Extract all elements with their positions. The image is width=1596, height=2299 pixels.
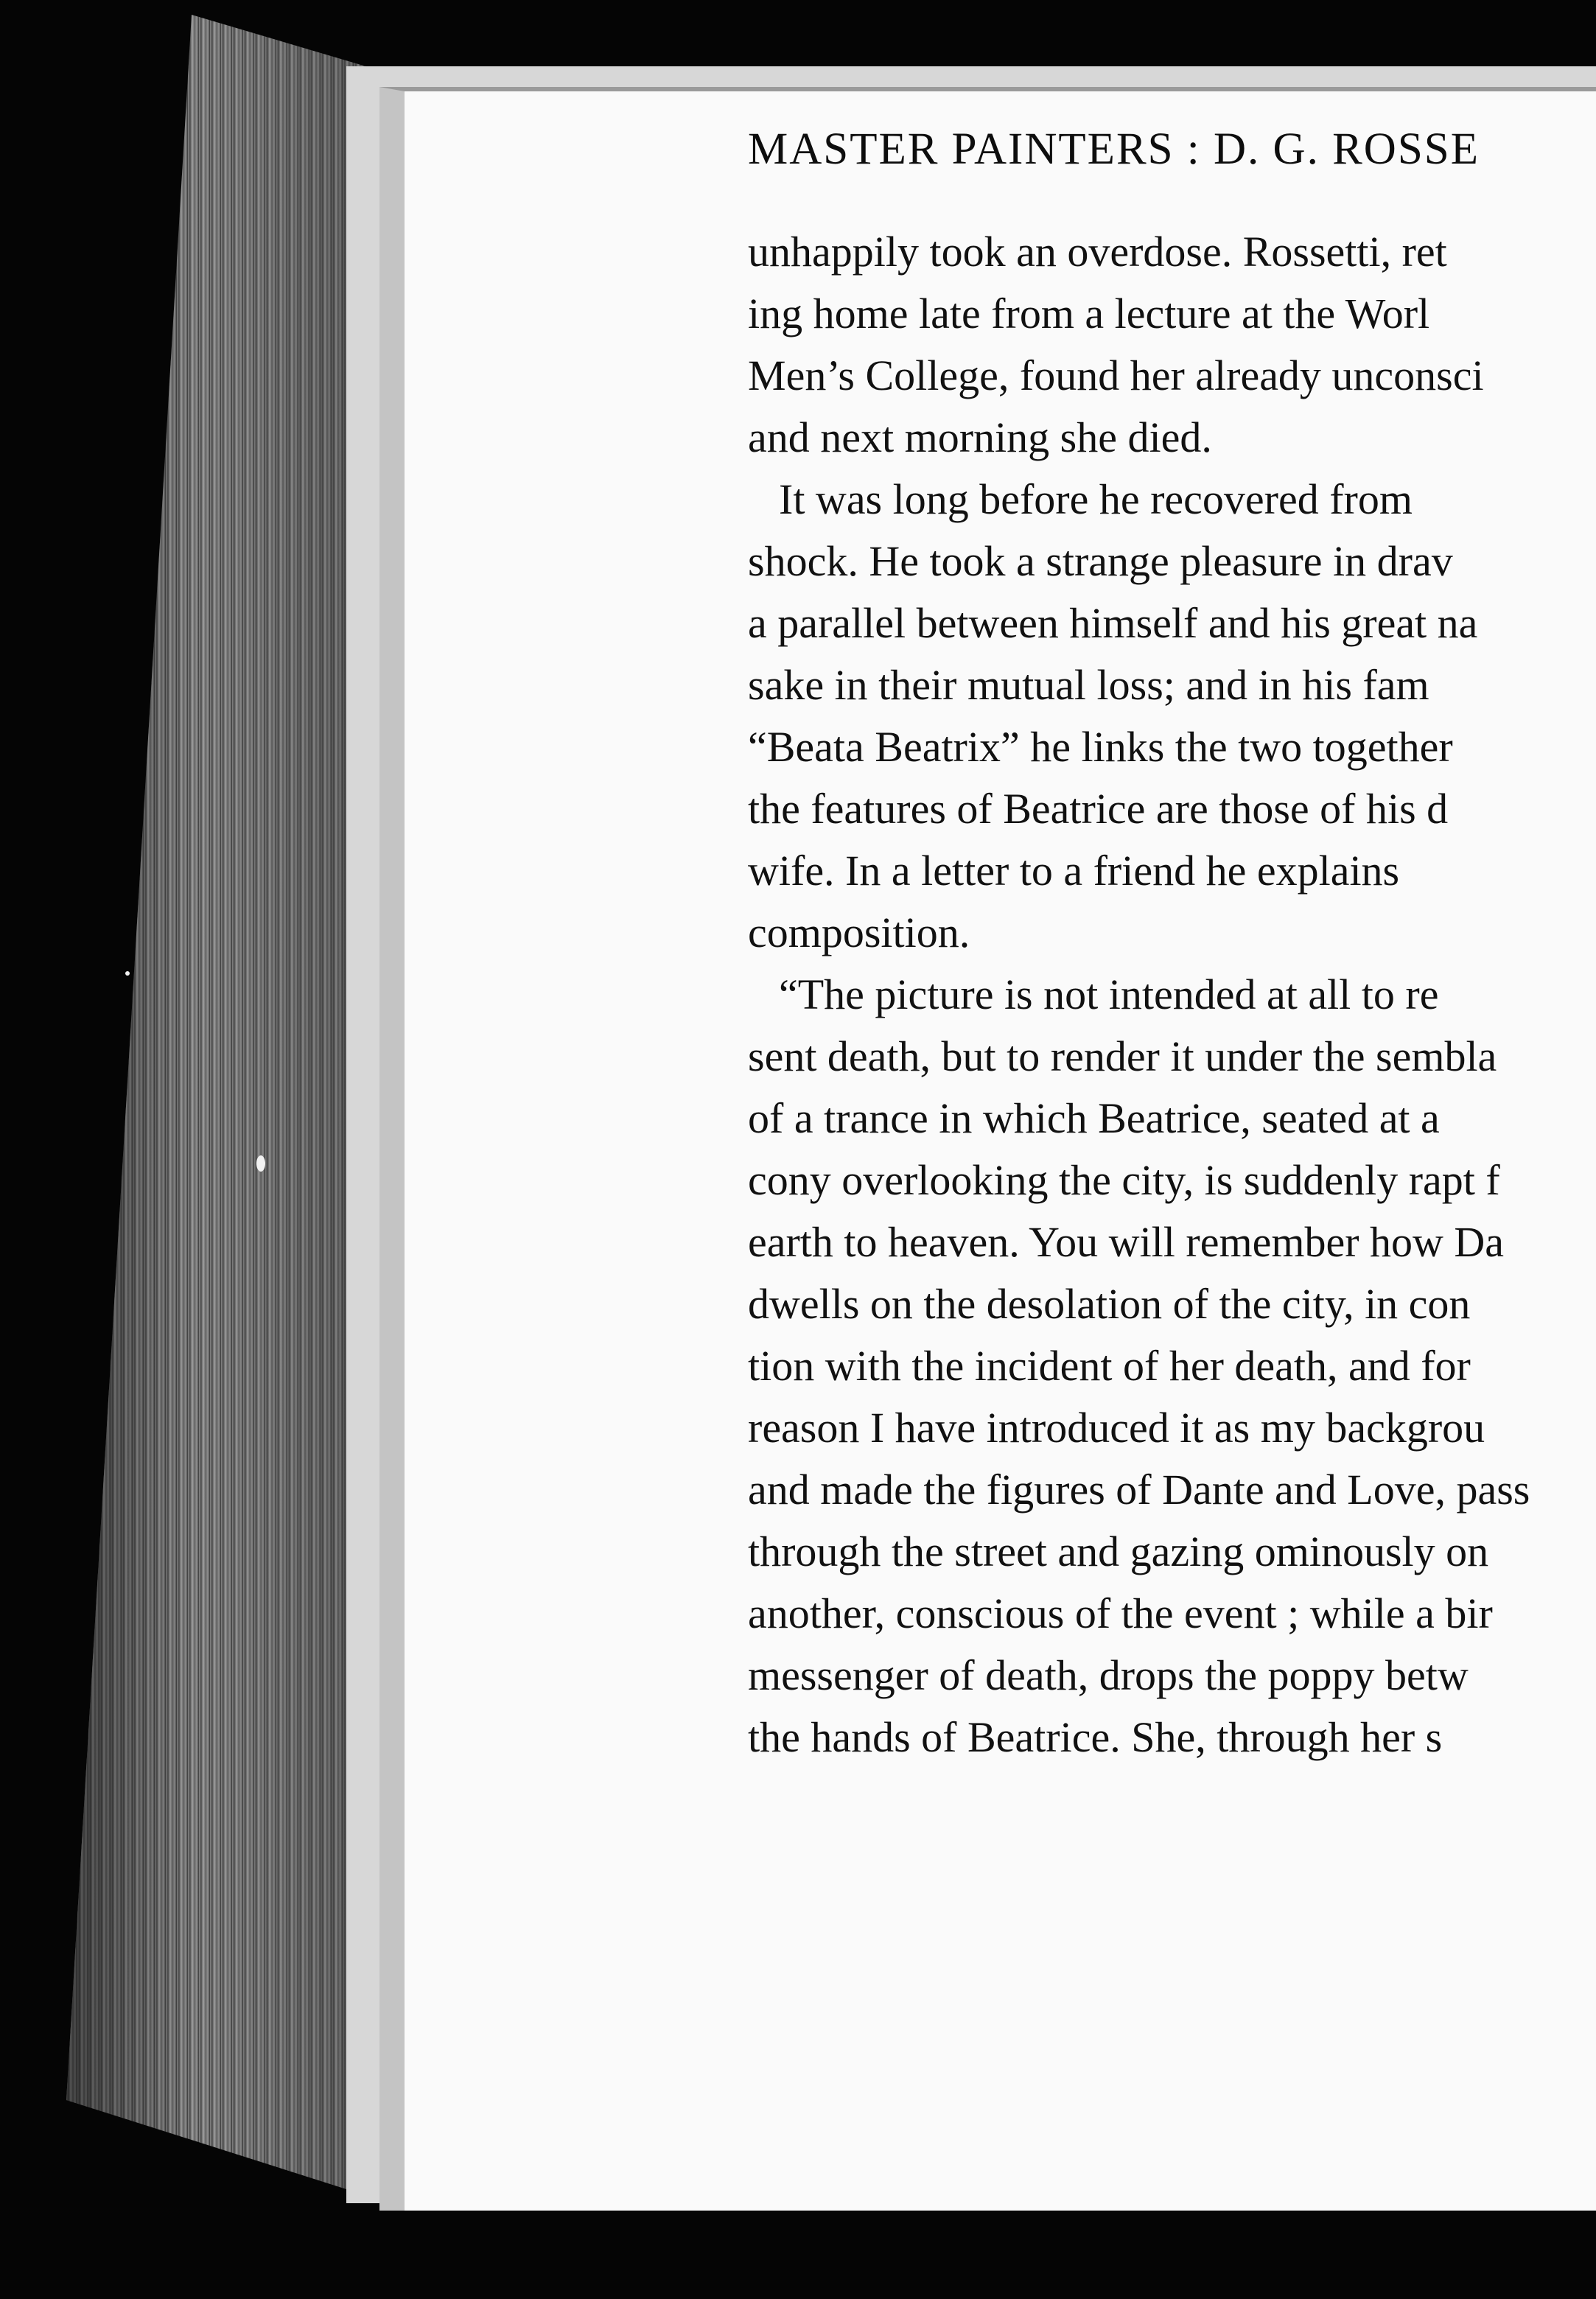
text-line-3: Men’s College, found her already unconsci	[748, 351, 1484, 399]
dust-speck	[256, 1155, 265, 1172]
text-line-17: earth to heaven. You will remember how Da	[748, 1218, 1505, 1266]
text-line-18: dwells on the desolation of the city, in con	[748, 1280, 1471, 1328]
text-line-20: reason I have introduced it as my backgrou	[748, 1404, 1485, 1452]
text-line-6: shock. He took a strange pleasure in drav	[748, 537, 1453, 585]
text-line-13: “The picture is not intended at all to re	[779, 970, 1439, 1018]
text-line-24: messenger of death, drops the poppy betw	[748, 1651, 1469, 1699]
dust-speck	[125, 971, 130, 976]
text-line-15: of a trance in which Beatrice, seated at a	[748, 1094, 1440, 1142]
running-head: MASTER PAINTERS : D. G. ROSSE	[748, 125, 1480, 174]
text-line-9: “Beata Beatrix” he links the two together	[748, 723, 1453, 771]
text-line-25: the hands of Beatrice. She, through her s	[748, 1713, 1443, 1761]
text-line-8: sake in their mutual loss; and in his fam	[748, 661, 1429, 709]
text-line-19: tion with the incident of her death, and for	[748, 1342, 1471, 1390]
text-line-4: and next morning she died.	[748, 413, 1212, 461]
text-line-21: and made the figures of Dante and Love, pass	[748, 1466, 1530, 1514]
text-line-7: a parallel between himself and his great na	[748, 599, 1478, 647]
text-line-22: through the street and gazing ominously on	[748, 1528, 1489, 1575]
text-line-5: It was long before he recovered from	[779, 475, 1413, 523]
text-line-23: another, conscious of the event ; while a bir	[748, 1589, 1493, 1637]
body-text	[748, 221, 1596, 1768]
text-line-2: ing home late from a lecture at the Worl	[748, 290, 1430, 337]
text-line-12: composition.	[748, 909, 970, 956]
text-line-1: unhappily took an overdose. Rossetti, ret	[748, 228, 1447, 276]
book-edge-shadow	[66, 15, 391, 2203]
text-line-10: the features of Beatrice are those of his d	[748, 785, 1449, 833]
text-line-14: sent death, but to render it under the sembla	[748, 1032, 1497, 1080]
text-line-16: cony overlooking the city, is suddenly rapt f	[748, 1156, 1500, 1204]
text-line-11: wife. In a letter to a friend he explains	[748, 847, 1400, 895]
